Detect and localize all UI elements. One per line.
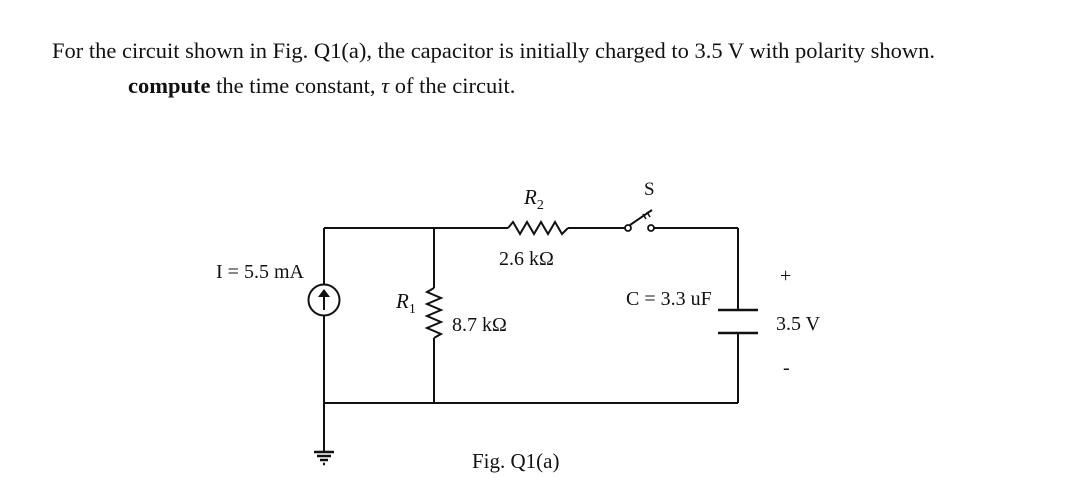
ground-symbol xyxy=(314,452,334,464)
capacitor-minus: - xyxy=(783,357,790,379)
r1-label xyxy=(395,289,416,317)
tau-symbol: τ xyxy=(381,73,390,98)
capacitor-voltage: 3.5 V xyxy=(776,313,821,335)
question-line-1: For the circuit shown in Fig. Q1(a), the capacitor is initially charged to 3.5 V with polarity shown. xyxy=(52,38,935,63)
r1-value: 8.7 kΩ xyxy=(452,314,507,336)
capacitor-plus: + xyxy=(780,265,792,287)
switch-s xyxy=(625,210,654,231)
source-label: I = 5.5 mA xyxy=(216,261,304,283)
r2-label xyxy=(523,185,544,213)
capacitor-label: C = 3.3 uF xyxy=(626,288,712,310)
capacitor-c xyxy=(718,310,758,333)
question-line-2-end: of the circuit. xyxy=(389,73,516,98)
r1-name: R xyxy=(396,289,409,313)
question-line-2-mid: the time constant, xyxy=(210,73,382,98)
figure-caption: Fig. Q1(a) xyxy=(472,449,560,473)
r2-name: R xyxy=(524,185,537,209)
r2-value: 2.6 kΩ xyxy=(499,248,554,270)
resistor-r1 xyxy=(427,288,441,338)
r2-subscript: 2 xyxy=(536,198,544,213)
current-source xyxy=(309,285,340,316)
r1-subscript: 1 xyxy=(408,302,416,317)
compute-keyword: compute xyxy=(128,73,211,98)
switch-label: S xyxy=(644,179,655,200)
resistor-r2 xyxy=(508,222,568,234)
